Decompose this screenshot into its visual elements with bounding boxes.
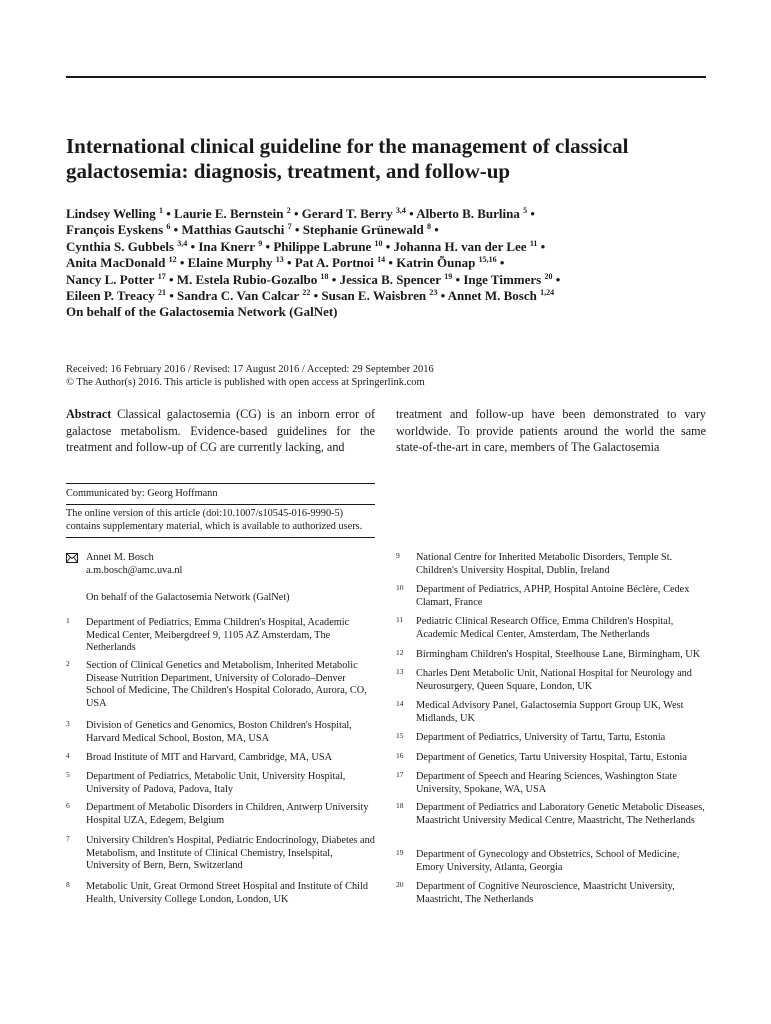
author-separator: • xyxy=(165,271,177,287)
author-name: M. Estela Rubio-Gozalbo xyxy=(176,271,318,287)
author-name: Ina Knerr xyxy=(198,238,256,254)
affiliation-text: Birmingham Children's Hospital, Steelhouse Lane, Birmingham, UK xyxy=(416,649,701,660)
affiliation-number: 20 xyxy=(396,880,404,889)
author-affiliation-ref: 18 xyxy=(320,271,329,281)
affiliation-text: Department of Metabolic Disorders in Children, Antwerp University Hospital UZA, Edegem, Belgium xyxy=(86,802,369,826)
author-separator: • xyxy=(291,222,303,238)
author-affiliation-ref: 9 xyxy=(258,238,263,248)
affiliation-text: Department of Pediatrics, Metabolic Unit, University Hospital, University of Padova, Padova, Italy xyxy=(86,771,346,795)
author-affiliation-ref: 20 xyxy=(544,271,553,281)
author-affiliation-ref: 1,24 xyxy=(540,288,555,298)
author-name: Matthias Gautschi xyxy=(181,222,285,238)
author-affiliation-ref: 14 xyxy=(377,255,386,265)
author-separator: • xyxy=(170,222,182,238)
author-separator: • xyxy=(165,288,178,304)
affiliation-number: 16 xyxy=(396,751,404,760)
author-separator: • xyxy=(162,206,175,221)
affiliation-number: 2 xyxy=(66,659,70,668)
author-line xyxy=(66,288,706,304)
author-separator: • xyxy=(310,288,322,304)
author-separator: • xyxy=(328,271,340,287)
author-name: Susan E. Waisbren xyxy=(321,288,427,304)
affiliation-number: 15 xyxy=(396,731,404,740)
affiliation-number: 6 xyxy=(66,801,70,810)
affiliation-number: 8 xyxy=(66,880,70,889)
affiliation-text: Department of Gynecology and Obstetrics, School of Medicine, Emory University, Atlanta, Georgia xyxy=(416,849,680,873)
author-name: Nancy L. Potter xyxy=(66,271,155,287)
affiliation-text: University Children's Hospital, Pediatric Endocrinology, Diabetes and Metabolism, and Institute of Clinical Chemistry, Inselspital, University of Bern, Bern, Switzerland xyxy=(86,835,375,872)
author-line xyxy=(66,255,706,271)
affiliation-number: 14 xyxy=(396,699,404,708)
author-separator: • xyxy=(283,255,295,271)
affiliation-text: Medical Advisory Panel, Galactosemia Support Group UK, West Midlands, UK xyxy=(416,700,684,724)
copyright-line: © The Author(s) 2016. This article is published with open access at Springerlink.com xyxy=(66,376,425,388)
author-affiliation-ref: 21 xyxy=(157,288,166,298)
affiliation-number: 13 xyxy=(396,667,404,676)
affiliation-number: 18 xyxy=(396,801,404,810)
author-affiliation-ref: 3,4 xyxy=(177,238,188,248)
affiliation-text: Division of Genetics and Genomics, Boston Children's Hospital, Harvard Medical School, Boston, MA, USA xyxy=(86,720,352,744)
author-separator: • xyxy=(405,206,417,221)
affiliation-text: Department of Genetics, Tartu University Hospital, Tartu, Estonia xyxy=(416,752,687,763)
author-line xyxy=(66,222,706,238)
author-separator: • xyxy=(176,255,188,271)
article-history xyxy=(66,364,706,389)
author-affiliation-ref: 12 xyxy=(168,255,177,265)
correspondence-name: Annet M. Bosch xyxy=(86,552,154,563)
affiliation-number: 4 xyxy=(66,751,70,760)
abstract-right: treatment and follow-up have been demonstrated to vary worldwide. To provide patients around the world the same state-of-the-art in care, members of The Galactosemia xyxy=(396,407,706,455)
author-name: Sandra C. Van Calcar xyxy=(177,288,300,304)
communicated-by: Communicated by: Georg Hoffmann xyxy=(66,488,218,499)
affiliation-text: Pediatric Clinical Research Office, Emma Children's Hospital, Academic Medical Center, Amsterdam, The Netherlands xyxy=(416,616,674,640)
author-affiliation-ref: 1 xyxy=(158,206,163,215)
author-affiliation-ref: 15,16 xyxy=(478,255,497,265)
affiliation-number: 9 xyxy=(396,551,400,560)
affiliation-text: Department of Pediatrics, University of Tartu, Tartu, Estonia xyxy=(416,732,666,743)
affiliation-text: Broad Institute of MIT and Harvard, Cambridge, MA, USA xyxy=(86,752,333,763)
envelope-icon xyxy=(66,553,78,568)
author-separator: • xyxy=(496,255,505,271)
author-separator: • xyxy=(552,271,561,287)
author-separator: • xyxy=(537,238,546,254)
author-affiliation-ref: 5 xyxy=(523,206,528,215)
author-name: François Eyskens xyxy=(66,222,164,238)
author-affiliation-ref: 6 xyxy=(166,222,171,232)
affiliation-text: Department of Pediatrics, Emma Children's Hospital, Academic Medical Center, Meibergdreef 9, 1105 AZ Amsterdam, The Netherlands xyxy=(86,617,350,654)
affiliation-text: Department of Cognitive Neuroscience, Maastricht University, Maastricht, The Netherlands xyxy=(416,881,675,905)
affiliation-number: 5 xyxy=(66,770,70,779)
author-name: Philippe Labrune xyxy=(273,238,372,254)
author-affiliation-ref: 17 xyxy=(157,271,166,281)
group-author: On behalf of the Galactosemia Network (GalNet) xyxy=(66,304,338,320)
affiliation-number: 19 xyxy=(396,848,404,857)
author-separator: • xyxy=(290,206,302,221)
author-name: Johanna H. van der Lee xyxy=(393,238,527,254)
abstract-heading: Abstract xyxy=(66,407,112,421)
author-name: Laurie E. Bernstein xyxy=(174,206,284,221)
author-name: Katrin Õunap xyxy=(396,255,476,271)
affiliation-text: National Centre for Inherited Metabolic Disorders, Temple St. Children's University Hospital, Dublin, Ireland xyxy=(416,552,673,576)
author-affiliation-ref: 2 xyxy=(286,206,291,215)
affiliation-text: Department of Speech and Hearing Sciences, Washington State University, Spokane, WA, USA xyxy=(416,771,677,795)
author-affiliation-ref: 19 xyxy=(444,271,453,281)
author-separator: • xyxy=(437,288,448,304)
author-name: Stephanie Grünewald xyxy=(302,222,424,238)
affiliation-text: Department of Pediatrics, APHP, Hospital Antoine Béclère, Cedex Clamart, France xyxy=(416,584,690,608)
correspondence-email[interactable]: a.m.bosch@amc.uva.nl xyxy=(86,564,183,576)
history-dates: Received: 16 February 2016 / Revised: 17 August 2016 / Accepted: 29 September 2016 xyxy=(66,364,434,375)
divider-online-note xyxy=(66,504,375,505)
author-separator: • xyxy=(452,271,464,287)
author-line xyxy=(66,272,706,288)
author-affiliation-ref: 10 xyxy=(374,238,383,248)
divider-communicated xyxy=(66,483,375,484)
author-list xyxy=(66,206,706,321)
abstract-left xyxy=(66,406,375,456)
author-name: Cynthia S. Gubbels xyxy=(66,238,175,254)
author-separator: • xyxy=(262,238,274,254)
author-name: Alberto B. Burlina xyxy=(416,206,520,221)
author-separator: • xyxy=(430,222,439,238)
author-affiliation-ref: 7 xyxy=(287,222,292,232)
author-name: Gerard T. Berry xyxy=(301,206,393,221)
affiliation-number: 17 xyxy=(396,770,404,779)
divider-correspondence xyxy=(66,537,375,538)
author-name: Anita MacDonald xyxy=(66,255,166,271)
author-affiliation-ref: 8 xyxy=(426,222,431,232)
author-line xyxy=(66,206,706,222)
author-name: Pat A. Portnoi xyxy=(294,255,374,271)
author-lines xyxy=(66,206,706,304)
affiliation-number: 12 xyxy=(396,648,404,657)
author-affiliation-ref: 3,4 xyxy=(395,206,406,215)
author-affiliation-ref: 22 xyxy=(302,288,311,298)
author-name: Eileen P. Treacy xyxy=(66,288,155,304)
affiliation-text: Charles Dent Metabolic Unit, National Hospital for Neurology and Neurosurgery, Queen Square, London, UK xyxy=(416,668,692,692)
author-separator: • xyxy=(527,206,535,221)
affiliation-number: 3 xyxy=(66,719,70,728)
author-affiliation-ref: 11 xyxy=(529,238,538,248)
correspondence-on-behalf: On behalf of the Galactosemia Network (GalNet) xyxy=(86,592,290,603)
author-name: Annet M. Bosch xyxy=(447,288,537,304)
top-rule xyxy=(66,76,706,78)
author-name: Elaine Murphy xyxy=(187,255,273,271)
affiliation-text: Metabolic Unit, Great Ormond Street Hospital and Institute of Child Health, University College London, London, UK xyxy=(86,881,368,905)
affiliation-number: 7 xyxy=(66,834,70,843)
article-title: International clinical guideline for the management of classical galactosemia: diagnosis, treatment, and follow-up xyxy=(66,134,629,183)
affiliation-number: 1 xyxy=(66,616,70,625)
affiliation-number: 11 xyxy=(396,615,404,624)
author-name: Lindsey Welling xyxy=(66,206,156,221)
affiliation-text: Section of Clinical Genetics and Metabolism, Inherited Metabolic Disease Nutrition Department, University of Colorado–Denver School of Medicine, The Children's Hospital Colorado, Aurora, CO, USA xyxy=(86,660,367,709)
author-name: Inge Timmers xyxy=(463,271,542,287)
author-separator: • xyxy=(187,238,199,254)
author-affiliation-ref: 13 xyxy=(275,255,284,265)
author-line xyxy=(66,239,706,255)
affiliation-number: 10 xyxy=(396,583,404,592)
abstract-text-left: Classical galactosemia (CG) is an inborn error of galactose metabolism. Evidence-based guidelines for the treatment and follow-up of CG are currently lacking, and xyxy=(66,407,376,455)
online-version-note: The online version of this article (doi:10.1007/s10545-016-9990-5) contains supplementary material, which is available to authorized users. xyxy=(66,508,363,532)
affiliation-text: Department of Pediatrics and Laboratory Genetic Metabolic Diseases, Maastricht University Medical Centre, Maastricht, The Netherlands xyxy=(416,802,705,826)
author-separator: • xyxy=(382,238,394,254)
author-name: Jessica B. Spencer xyxy=(339,271,442,287)
author-separator: • xyxy=(385,255,397,271)
author-affiliation-ref: 23 xyxy=(429,288,438,298)
